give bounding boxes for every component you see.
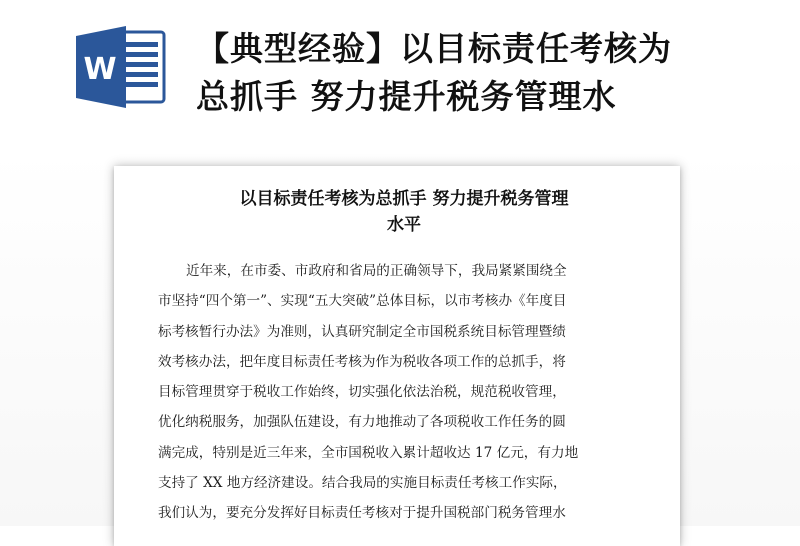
body-line: 满完成，特别是近三年来，全市国税收入累计超收达 17 亿元，有力地 xyxy=(158,444,579,461)
body-line: 优化纳税服务，加强队伍建设，有力地推动了各项税收工作任务的圆 xyxy=(158,414,566,431)
body-line: 我们认为，要充分发挥好目标责任考核对于提升国税部门税务管理水 xyxy=(158,505,566,522)
page-headline xyxy=(196,25,756,121)
document-title xyxy=(174,186,634,238)
word-icon-letter: W xyxy=(83,52,117,87)
headline-line: 【典型经验】以目标责任考核为 xyxy=(196,29,672,68)
body-line: 支持了 XX 地方经济建设。结合我局的实施目标责任考核工作实际， xyxy=(158,475,567,492)
body-line: 效考核办法，把年度目标责任考核为作为税收各项工作的总抓手，将 xyxy=(158,353,566,370)
document-title-line: 以目标责任考核为总抓手 努力提升税务管理 xyxy=(239,189,569,209)
document-body xyxy=(158,256,648,529)
body-line: 近年来，在市委、市政府和省局的正确领导下，我局紧紧围绕全 xyxy=(186,263,567,279)
document-page xyxy=(114,166,680,546)
body-line: 市坚持“四个第一”、实现“五大突破”总体目标，以市考核办《年度目 xyxy=(158,293,567,310)
body-line: 目标管理贯穿于税收工作始终，切实强化依法治税，规范税收管理， xyxy=(158,384,566,401)
header xyxy=(0,0,800,150)
word-icon xyxy=(76,26,166,108)
body-line: 标考核暂行办法》为准则，认真研究制定全市国税系统目标管理暨绩 xyxy=(158,323,566,340)
document-title-line: 水平 xyxy=(387,215,421,235)
headline-line: 总抓手 努力提升税务管理水 xyxy=(196,77,617,116)
